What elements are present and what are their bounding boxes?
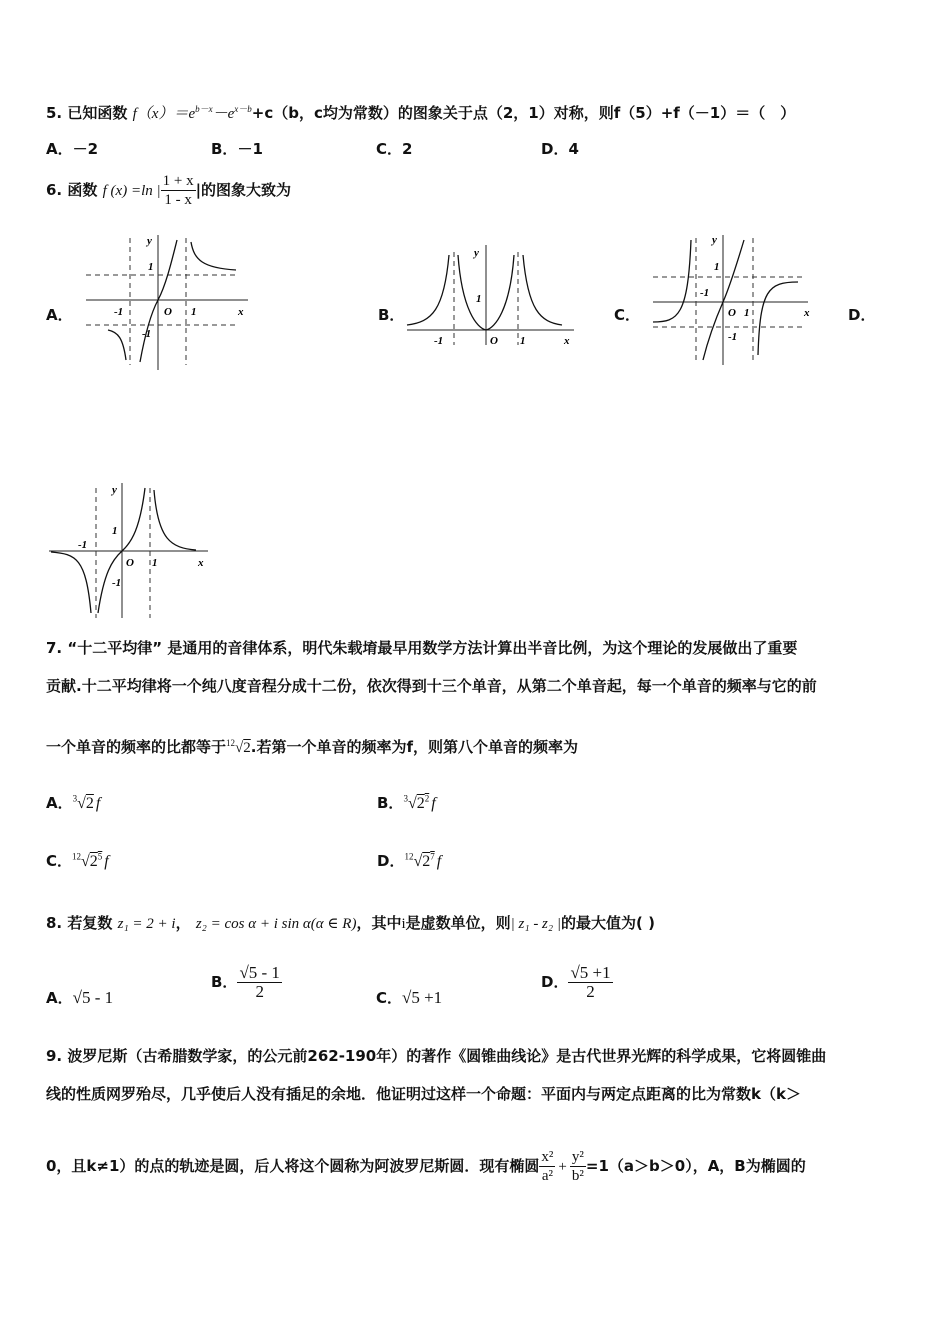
q8-option-d[interactable]: D． $\frac{√5 +1}{2}$ xyxy=(541,963,611,1001)
q7-text-1: “十二平均律” 是通用的音律体系，明代朱载堉最早用数学方法计算出半音比例，为这个理论的发展做出了重要 xyxy=(67,639,798,657)
graph-b-y-label: y xyxy=(474,247,479,259)
graph-a-origin: O xyxy=(164,306,172,318)
q7-option-a[interactable]: A．$^3$√2 f xyxy=(46,793,101,812)
q9-number: 9. xyxy=(46,1047,63,1065)
graph-a-x-label: x xyxy=(238,306,244,318)
q6-stem xyxy=(46,172,291,209)
q6-after: |的图象大致为 xyxy=(195,181,292,199)
q7-text-3a: 一个单音的频率的比都等于 xyxy=(46,738,227,756)
q6-func: f (x) =ln | xyxy=(102,183,161,199)
q7-line3 xyxy=(46,736,578,757)
q5-mid: －e xyxy=(212,106,235,122)
graph-c-y-label: y xyxy=(712,234,717,246)
q5-option-a[interactable]: A．－2 xyxy=(46,140,99,158)
q8-option-a[interactable]: A．√5 - 1 xyxy=(46,988,114,1007)
q8-option-c[interactable]: C．√5 +1 xyxy=(376,988,443,1007)
q9-text-3b: =1（a＞b＞0），A，B为椭圆的 xyxy=(585,1157,806,1175)
graph-a-one-x: 1 xyxy=(191,306,197,318)
q6-label-a[interactable]: A． xyxy=(46,306,73,324)
q6-graph-d xyxy=(46,478,221,620)
q7-number: 7. xyxy=(46,639,63,657)
graph-b-one-y: 1 xyxy=(476,293,482,305)
q6-label-b[interactable]: B． xyxy=(378,306,405,324)
q5-text: 已知函数 xyxy=(67,104,128,122)
graph-c-neg-one-x: -1 xyxy=(700,287,710,299)
graph-d-x-label: x xyxy=(198,557,204,569)
q7-option-d[interactable]: D．$^{12}√2^7$ f xyxy=(377,851,442,870)
graph-d-neg-one-y: -1 xyxy=(112,577,122,589)
q9-line3: 0，且k≠1）的点的轨迹是圆，后人将这个圆称为阿波罗尼斯圆．现有椭圆 $\frac{\text{x²}}{\text{a²}}$ + $\frac{\text{y²}}{\text{b²}}$ =1（a＞b＞0），A，B为椭圆的 xyxy=(46,1149,806,1184)
q9-line2: 线的性质网罗殆尽，几乎使后人没有插足的余地．他证明过这样一个命题：平面内与两定点距离的比为常数k（k＞ xyxy=(46,1085,801,1103)
q7-line1 xyxy=(46,637,797,658)
q6-label-c[interactable]: C． xyxy=(614,306,641,324)
q5-exp2: x－b xyxy=(234,104,252,114)
q5-number: 5. xyxy=(46,104,63,122)
q7-line2: 贡献.十二平均律将一个纯八度音程分成十二份，依次得到十三个单音，从第二个单音起，每一个单音的频率与它的前 xyxy=(46,677,817,695)
graph-a-neg-one-x: -1 xyxy=(114,306,124,318)
q8-z2: z₂ = cos α + i sin α(α ∈ R) xyxy=(195,916,357,932)
q8-stem: 8. 若复数 z₁ = 2 + i， z₂ = cos α + i sin α(α ∈ R)，其中i是虚数单位，则| z₁ - z₂ |的最大值为( ) xyxy=(46,914,655,932)
q6-fraction: $\frac{1 + x}{1 - x}$ xyxy=(162,173,194,208)
graph-c-one-y: 1 xyxy=(714,261,720,273)
q7-root: $^{12}$√2 xyxy=(226,738,251,756)
graph-a-one-y: 1 xyxy=(148,261,154,273)
graph-d-origin: O xyxy=(126,557,134,569)
graph-c-neg-one-y: -1 xyxy=(728,331,738,343)
q6-graph-c xyxy=(648,230,818,370)
graph-b-x-label: x xyxy=(564,335,570,347)
q9-text-3a: 0，且k≠1）的点的轨迹是圆，后人将这个圆称为阿波罗尼斯圆．现有椭圆 xyxy=(46,1157,540,1175)
q6-label-d[interactable]: D． xyxy=(848,306,876,324)
graph-d-neg-one-x: -1 xyxy=(78,539,88,551)
q5-tail: +c（b，c均为常数）的图象关于点（2，1）对称，则f（5）+f（－1）＝（ ） xyxy=(251,104,796,122)
q8-lead: 若复数 xyxy=(67,914,113,932)
q7-option-c[interactable]: C．$^{12}√2^5$ f xyxy=(46,851,109,870)
graph-b-neg-one-x: -1 xyxy=(434,335,444,347)
q7-text-3b: .若第一个单音的频率为f，则第八个单音的频率为 xyxy=(250,738,578,756)
q6-graph-a xyxy=(78,230,258,375)
q6-lead: 函数 xyxy=(67,181,98,199)
graph-c-x-label: x xyxy=(804,307,810,319)
q5-option-d[interactable]: D．4 xyxy=(541,140,579,158)
graph-a-neg-one-y: -1 xyxy=(142,328,152,340)
q6-number: 6. xyxy=(46,181,63,199)
q8-abs: | z₁ - z₂ | xyxy=(510,916,561,932)
graph-b-one-x: 1 xyxy=(520,335,526,347)
q5-formula: f（x）＝e xyxy=(132,106,196,122)
q6-graph-b xyxy=(402,240,582,350)
q5-exp1: b－x xyxy=(195,104,213,114)
q9-frac-x: $\frac{\text{x²}}{\text{a²}}$ xyxy=(541,1149,554,1184)
graph-d-y-label: y xyxy=(112,484,117,496)
q5-option-c[interactable]: C．2 xyxy=(376,140,413,158)
q9-text-1: 波罗尼斯（古希腊数学家，的公元前262-190年）的著作《圆锥曲线论》是古代世界光辉的科学成果，它将圆锥曲 xyxy=(67,1047,827,1065)
graph-b-origin: O xyxy=(490,335,498,347)
q8-number: 8. xyxy=(46,914,63,932)
q5-option-b[interactable]: B．－1 xyxy=(211,140,263,158)
q7-option-b[interactable]: B．$^3√2^2$ f xyxy=(377,793,436,812)
q5-stem xyxy=(46,102,795,123)
graph-c-origin: O xyxy=(728,307,736,319)
q8-option-b[interactable]: B． $\frac{√5 - 1}{2}$ xyxy=(211,963,280,1001)
graph-d-one-y: 1 xyxy=(112,525,118,537)
graph-c-one-x: 1 xyxy=(744,307,750,319)
q9-line1 xyxy=(46,1045,826,1066)
graph-a-y-label: y xyxy=(147,235,152,247)
graph-d-one-x: 1 xyxy=(152,557,158,569)
q8-z1: z₁ = 2 + i xyxy=(117,916,176,932)
q9-frac-y: $\frac{\text{y²}}{\text{b²}}$ xyxy=(571,1149,584,1184)
